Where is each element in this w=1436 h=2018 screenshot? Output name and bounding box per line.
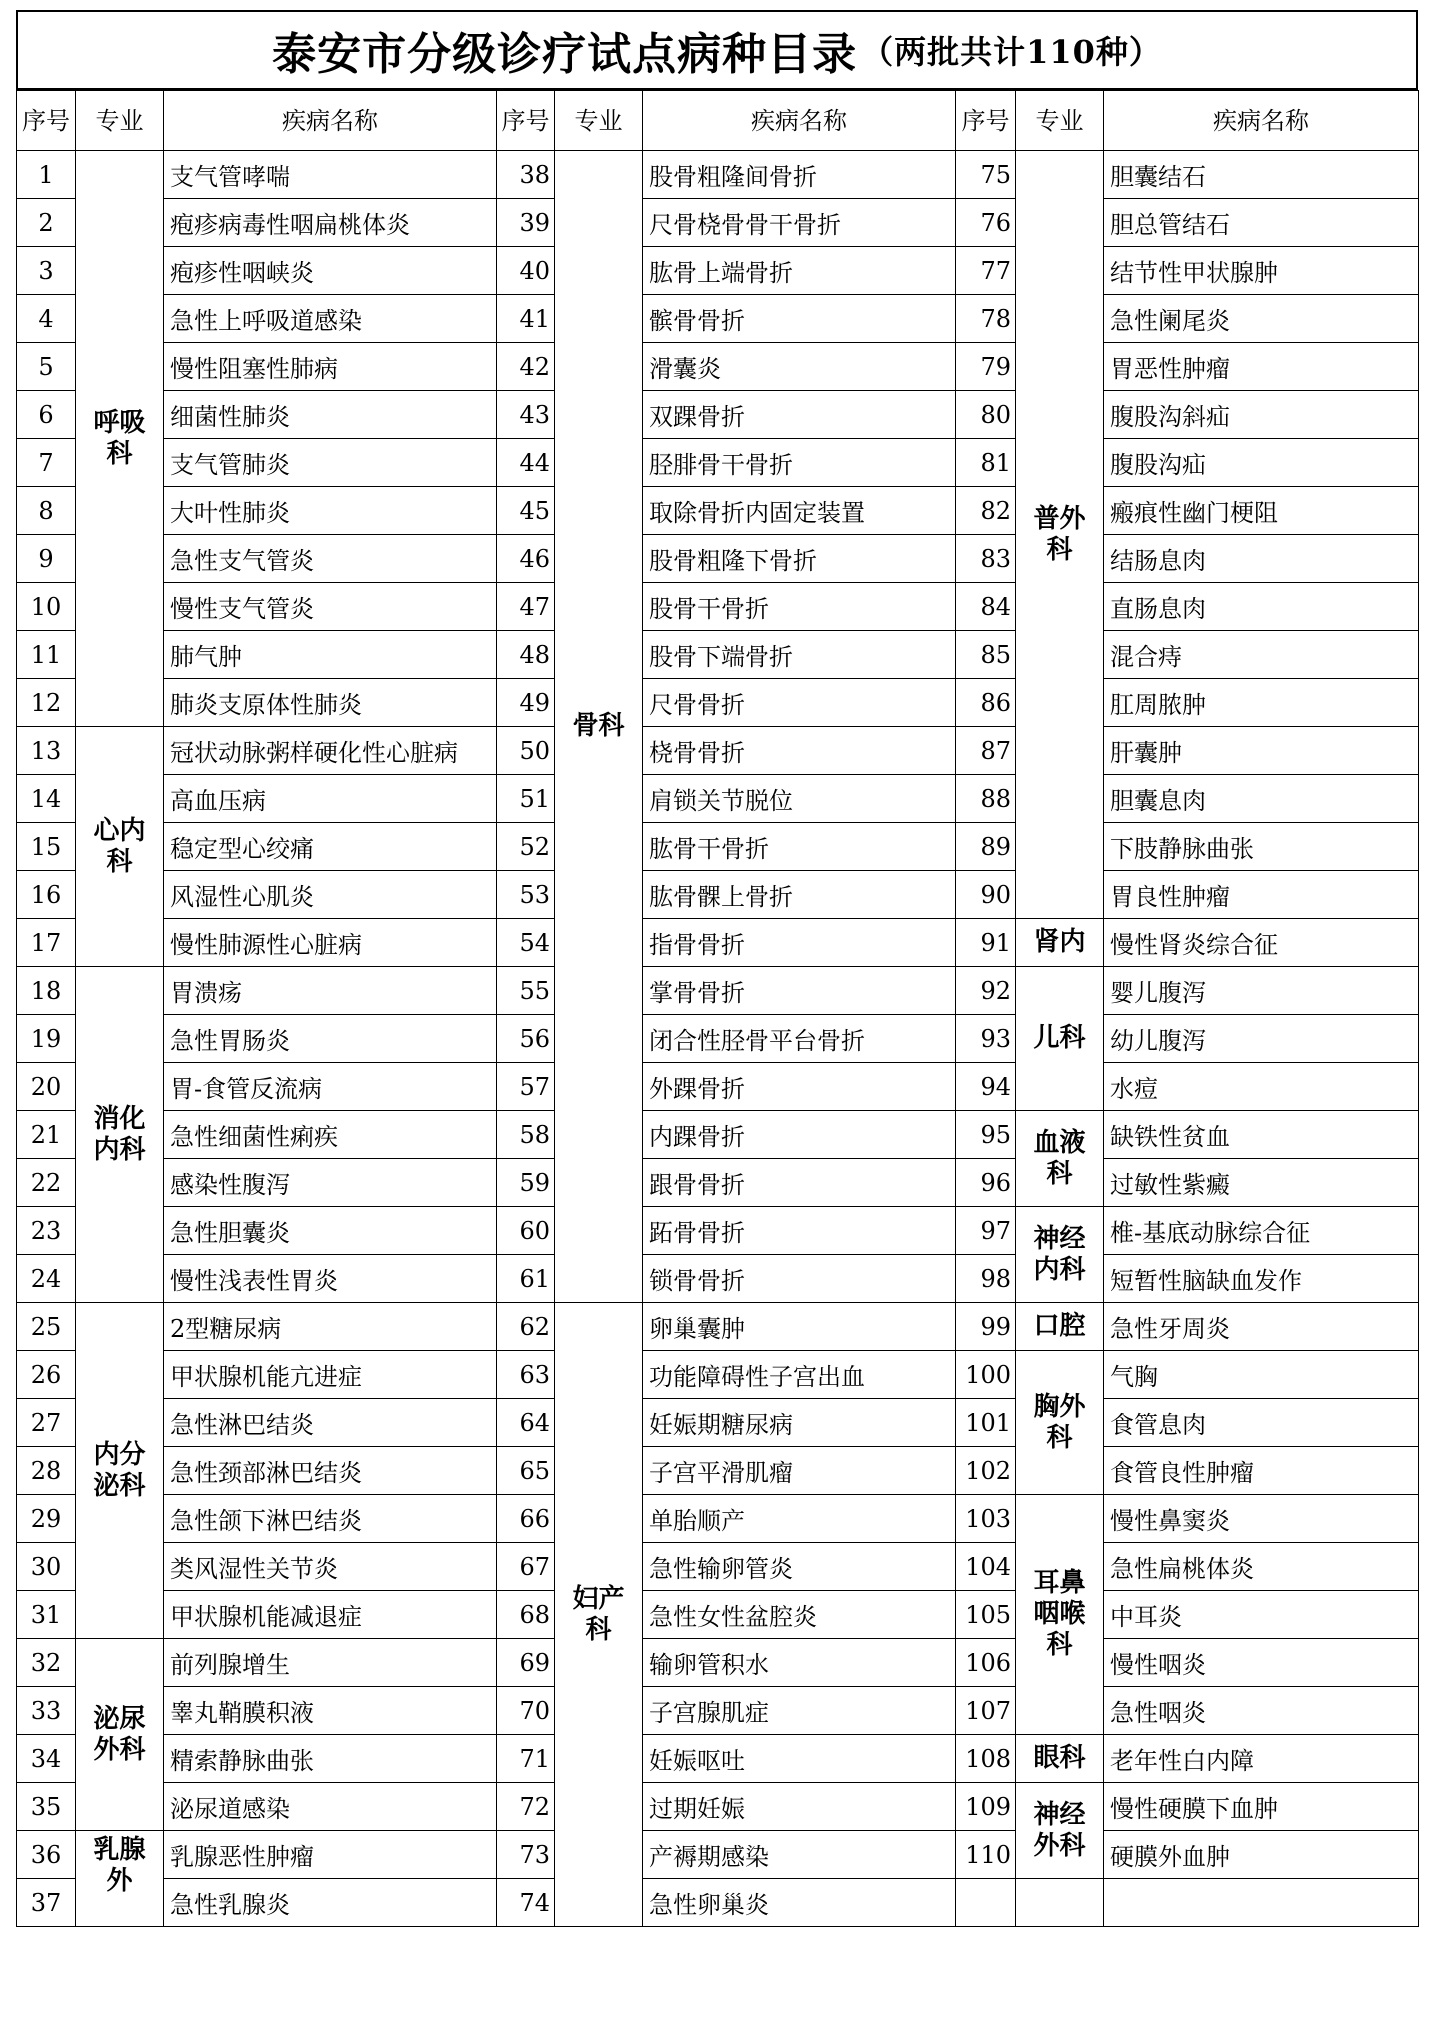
table-row bbox=[17, 295, 1419, 343]
disease-name: 髌骨骨折 bbox=[643, 295, 956, 343]
disease-name: 婴儿腹泻 bbox=[1104, 967, 1419, 1015]
disease-name: 中耳炎 bbox=[1104, 1591, 1419, 1639]
disease-name: 幼儿腹泻 bbox=[1104, 1015, 1419, 1063]
row-number: 59 bbox=[497, 1159, 555, 1207]
department-cell: 消化内科 bbox=[76, 967, 164, 1303]
disease-name: 水痘 bbox=[1104, 1063, 1419, 1111]
table-row bbox=[17, 775, 1419, 823]
header-name: 疾病名称 bbox=[643, 91, 956, 151]
department-cell: 口腔 bbox=[1016, 1303, 1104, 1351]
department-cell: 肾内 bbox=[1016, 919, 1104, 967]
row-number: 90 bbox=[956, 871, 1016, 919]
disease-name: 细菌性肺炎 bbox=[164, 391, 497, 439]
disease-name: 股骨粗隆间骨折 bbox=[643, 151, 956, 199]
disease-name: 乳腺恶性肿瘤 bbox=[164, 1831, 497, 1879]
row-number: 69 bbox=[497, 1639, 555, 1687]
row-number: 36 bbox=[17, 1831, 76, 1879]
disease-name: 结肠息肉 bbox=[1104, 535, 1419, 583]
disease-name: 风湿性心肌炎 bbox=[164, 871, 497, 919]
row-number: 102 bbox=[956, 1447, 1016, 1495]
row-number: 17 bbox=[17, 919, 76, 967]
row-number: 97 bbox=[956, 1207, 1016, 1255]
row-number: 7 bbox=[17, 439, 76, 487]
row-number: 110 bbox=[956, 1831, 1016, 1879]
row-number: 11 bbox=[17, 631, 76, 679]
row-number: 39 bbox=[497, 199, 555, 247]
disease-name: 甲状腺机能亢进症 bbox=[164, 1351, 497, 1399]
table-row bbox=[17, 919, 1419, 967]
disease-name: 过期妊娠 bbox=[643, 1783, 956, 1831]
row-number: 73 bbox=[497, 1831, 555, 1879]
row-number: 31 bbox=[17, 1591, 76, 1639]
disease-name: 精索静脉曲张 bbox=[164, 1735, 497, 1783]
disease-name: 泌尿道感染 bbox=[164, 1783, 497, 1831]
table-row bbox=[17, 1447, 1419, 1495]
disease-name: 急性输卵管炎 bbox=[643, 1543, 956, 1591]
table-row bbox=[17, 1879, 1419, 1927]
department-cell: 神经内科 bbox=[1016, 1207, 1104, 1303]
title-subtitle: （两批共计110种） bbox=[861, 33, 1162, 71]
disease-name: 取除骨折内固定装置 bbox=[643, 487, 956, 535]
disease-name: 缺铁性贫血 bbox=[1104, 1111, 1419, 1159]
disease-name: 椎-基底动脉综合征 bbox=[1104, 1207, 1419, 1255]
disease-name: 内踝骨折 bbox=[643, 1111, 956, 1159]
row-number: 60 bbox=[497, 1207, 555, 1255]
header-seq: 序号 bbox=[17, 91, 76, 151]
row-number: 45 bbox=[497, 487, 555, 535]
row-number: 52 bbox=[497, 823, 555, 871]
row-number: 82 bbox=[956, 487, 1016, 535]
department-cell: 内分泌科 bbox=[76, 1303, 164, 1639]
disease-name: 前列腺增生 bbox=[164, 1639, 497, 1687]
row-number: 93 bbox=[956, 1015, 1016, 1063]
disease-name: 外踝骨折 bbox=[643, 1063, 956, 1111]
table-row bbox=[17, 535, 1419, 583]
row-number: 26 bbox=[17, 1351, 76, 1399]
table-row bbox=[17, 583, 1419, 631]
row-number: 108 bbox=[956, 1735, 1016, 1783]
row-number: 107 bbox=[956, 1687, 1016, 1735]
department-cell: 骨科 bbox=[555, 151, 643, 1303]
disease-name: 产褥期感染 bbox=[643, 1831, 956, 1879]
row-number: 77 bbox=[956, 247, 1016, 295]
row-number: 22 bbox=[17, 1159, 76, 1207]
row-number: 47 bbox=[497, 583, 555, 631]
row-number: 6 bbox=[17, 391, 76, 439]
row-number: 19 bbox=[17, 1015, 76, 1063]
disease-name: 股骨粗隆下骨折 bbox=[643, 535, 956, 583]
row-number: 66 bbox=[497, 1495, 555, 1543]
disease-name: 股骨下端骨折 bbox=[643, 631, 956, 679]
disease-name: 胃良性肿瘤 bbox=[1104, 871, 1419, 919]
table-row bbox=[17, 1255, 1419, 1303]
table-row bbox=[17, 679, 1419, 727]
disease-name: 急性细菌性痢疾 bbox=[164, 1111, 497, 1159]
disease-name: 直肠息肉 bbox=[1104, 583, 1419, 631]
disease-name: 肱骨髁上骨折 bbox=[643, 871, 956, 919]
row-number: 99 bbox=[956, 1303, 1016, 1351]
title-main: 泰安市分级诊疗试点病种目录 bbox=[272, 29, 858, 80]
row-number: 76 bbox=[956, 199, 1016, 247]
row-number: 12 bbox=[17, 679, 76, 727]
row-number: 40 bbox=[497, 247, 555, 295]
row-number: 25 bbox=[17, 1303, 76, 1351]
disease-name: 桡骨骨折 bbox=[643, 727, 956, 775]
disease-name: 胃溃疡 bbox=[164, 967, 497, 1015]
department-cell: 普外科 bbox=[1016, 151, 1104, 919]
disease-name: 急性淋巴结炎 bbox=[164, 1399, 497, 1447]
row-number: 51 bbox=[497, 775, 555, 823]
disease-name: 妊娠期糖尿病 bbox=[643, 1399, 956, 1447]
disease-name: 胆总管结石 bbox=[1104, 199, 1419, 247]
header-seq: 序号 bbox=[956, 91, 1016, 151]
department-cell: 神经外科 bbox=[1016, 1783, 1104, 1879]
disease-name: 锁骨骨折 bbox=[643, 1255, 956, 1303]
row-number: 95 bbox=[956, 1111, 1016, 1159]
disease-name: 腹股沟疝 bbox=[1104, 439, 1419, 487]
table-row bbox=[17, 487, 1419, 535]
disease-name: 急性卵巢炎 bbox=[643, 1879, 956, 1927]
disease-name: 冠状动脉粥样硬化性心脏病 bbox=[164, 727, 497, 775]
row-number: 21 bbox=[17, 1111, 76, 1159]
row-number bbox=[956, 1879, 1016, 1927]
row-number: 54 bbox=[497, 919, 555, 967]
disease-name: 稳定型心绞痛 bbox=[164, 823, 497, 871]
department-cell: 乳腺外 bbox=[76, 1831, 164, 1927]
disease-name: 慢性阻塞性肺病 bbox=[164, 343, 497, 391]
department-cell: 妇产科 bbox=[555, 1303, 643, 1927]
disease-name: 股骨干骨折 bbox=[643, 583, 956, 631]
disease-name: 肝囊肿 bbox=[1104, 727, 1419, 775]
disease-name: 睾丸鞘膜积液 bbox=[164, 1687, 497, 1735]
table-row bbox=[17, 1063, 1419, 1111]
disease-name: 指骨骨折 bbox=[643, 919, 956, 967]
disease-name: 急性扁桃体炎 bbox=[1104, 1543, 1419, 1591]
disease-name: 掌骨骨折 bbox=[643, 967, 956, 1015]
row-number: 18 bbox=[17, 967, 76, 1015]
row-number: 33 bbox=[17, 1687, 76, 1735]
table-row bbox=[17, 1687, 1419, 1735]
row-number: 10 bbox=[17, 583, 76, 631]
disease-name: 食管息肉 bbox=[1104, 1399, 1419, 1447]
row-number: 105 bbox=[956, 1591, 1016, 1639]
department-cell: 耳鼻咽喉科 bbox=[1016, 1495, 1104, 1735]
row-number: 8 bbox=[17, 487, 76, 535]
table-row bbox=[17, 391, 1419, 439]
row-number: 61 bbox=[497, 1255, 555, 1303]
row-number: 64 bbox=[497, 1399, 555, 1447]
disease-table bbox=[16, 90, 1419, 1927]
table-row bbox=[17, 967, 1419, 1015]
row-number: 23 bbox=[17, 1207, 76, 1255]
row-number: 72 bbox=[497, 1783, 555, 1831]
row-number: 24 bbox=[17, 1255, 76, 1303]
disease-name: 硬膜外血肿 bbox=[1104, 1831, 1419, 1879]
row-number: 80 bbox=[956, 391, 1016, 439]
disease-name: 卵巢囊肿 bbox=[643, 1303, 956, 1351]
disease-name: 慢性肺源性心脏病 bbox=[164, 919, 497, 967]
row-number: 49 bbox=[497, 679, 555, 727]
row-number: 43 bbox=[497, 391, 555, 439]
disease-name: 胃恶性肿瘤 bbox=[1104, 343, 1419, 391]
row-number: 92 bbox=[956, 967, 1016, 1015]
department-cell: 胸外科 bbox=[1016, 1351, 1104, 1495]
row-number: 16 bbox=[17, 871, 76, 919]
department-cell: 呼吸科 bbox=[76, 151, 164, 727]
row-number: 96 bbox=[956, 1159, 1016, 1207]
header-dept: 专业 bbox=[1016, 91, 1104, 151]
disease-name: 感染性腹泻 bbox=[164, 1159, 497, 1207]
disease-name: 滑囊炎 bbox=[643, 343, 956, 391]
disease-name bbox=[1104, 1879, 1419, 1927]
row-number: 35 bbox=[17, 1783, 76, 1831]
table-row bbox=[17, 871, 1419, 919]
row-number: 79 bbox=[956, 343, 1016, 391]
row-number: 74 bbox=[497, 1879, 555, 1927]
disease-name: 瘢痕性幽门梗阻 bbox=[1104, 487, 1419, 535]
disease-name: 肺炎支原体性肺炎 bbox=[164, 679, 497, 727]
row-number: 85 bbox=[956, 631, 1016, 679]
row-number: 89 bbox=[956, 823, 1016, 871]
table-row bbox=[17, 1831, 1419, 1879]
row-number: 38 bbox=[497, 151, 555, 199]
header-seq: 序号 bbox=[497, 91, 555, 151]
row-number: 98 bbox=[956, 1255, 1016, 1303]
row-number: 56 bbox=[497, 1015, 555, 1063]
row-number: 94 bbox=[956, 1063, 1016, 1111]
disease-name: 食管良性肿瘤 bbox=[1104, 1447, 1419, 1495]
disease-name: 子宫平滑肌瘤 bbox=[643, 1447, 956, 1495]
row-number: 34 bbox=[17, 1735, 76, 1783]
row-number: 106 bbox=[956, 1639, 1016, 1687]
row-number: 5 bbox=[17, 343, 76, 391]
disease-name: 尺骨桡骨骨干骨折 bbox=[643, 199, 956, 247]
disease-name: 大叶性肺炎 bbox=[164, 487, 497, 535]
disease-name: 短暂性脑缺血发作 bbox=[1104, 1255, 1419, 1303]
disease-name: 过敏性紫癜 bbox=[1104, 1159, 1419, 1207]
disease-name: 疱疹病毒性咽扁桃体炎 bbox=[164, 199, 497, 247]
row-number: 15 bbox=[17, 823, 76, 871]
row-number: 42 bbox=[497, 343, 555, 391]
disease-name: 慢性浅表性胃炎 bbox=[164, 1255, 497, 1303]
disease-name: 急性颈部淋巴结炎 bbox=[164, 1447, 497, 1495]
row-number: 55 bbox=[497, 967, 555, 1015]
table-row bbox=[17, 1735, 1419, 1783]
row-number: 87 bbox=[956, 727, 1016, 775]
disease-name: 腹股沟斜疝 bbox=[1104, 391, 1419, 439]
disease-name: 急性乳腺炎 bbox=[164, 1879, 497, 1927]
disease-name: 支气管肺炎 bbox=[164, 439, 497, 487]
disease-name: 急性女性盆腔炎 bbox=[643, 1591, 956, 1639]
disease-name: 2型糖尿病 bbox=[164, 1303, 497, 1351]
row-number: 83 bbox=[956, 535, 1016, 583]
row-number: 20 bbox=[17, 1063, 76, 1111]
header-dept: 专业 bbox=[76, 91, 164, 151]
table-row bbox=[17, 1111, 1419, 1159]
row-number: 32 bbox=[17, 1639, 76, 1687]
disease-name: 肱骨上端骨折 bbox=[643, 247, 956, 295]
row-number: 50 bbox=[497, 727, 555, 775]
disease-name: 闭合性胫骨平台骨折 bbox=[643, 1015, 956, 1063]
disease-name: 支气管哮喘 bbox=[164, 151, 497, 199]
disease-name: 慢性支气管炎 bbox=[164, 583, 497, 631]
table-row bbox=[17, 151, 1419, 199]
department-cell: 心内科 bbox=[76, 727, 164, 967]
header-name: 疾病名称 bbox=[164, 91, 497, 151]
table-row bbox=[17, 247, 1419, 295]
table-row bbox=[17, 1639, 1419, 1687]
row-number: 29 bbox=[17, 1495, 76, 1543]
disease-name: 肛周脓肿 bbox=[1104, 679, 1419, 727]
row-number: 65 bbox=[497, 1447, 555, 1495]
disease-name: 急性阑尾炎 bbox=[1104, 295, 1419, 343]
row-number: 48 bbox=[497, 631, 555, 679]
disease-name: 尺骨骨折 bbox=[643, 679, 956, 727]
row-number: 91 bbox=[956, 919, 1016, 967]
row-number: 2 bbox=[17, 199, 76, 247]
disease-name: 急性上呼吸道感染 bbox=[164, 295, 497, 343]
disease-name: 输卵管积水 bbox=[643, 1639, 956, 1687]
disease-name: 类风湿性关节炎 bbox=[164, 1543, 497, 1591]
row-number: 104 bbox=[956, 1543, 1016, 1591]
row-number: 101 bbox=[956, 1399, 1016, 1447]
disease-name: 混合痔 bbox=[1104, 631, 1419, 679]
disease-name: 高血压病 bbox=[164, 775, 497, 823]
disease-name: 慢性硬膜下血肿 bbox=[1104, 1783, 1419, 1831]
department-cell: 泌尿外科 bbox=[76, 1639, 164, 1831]
row-number: 1 bbox=[17, 151, 76, 199]
row-number: 81 bbox=[956, 439, 1016, 487]
row-number: 109 bbox=[956, 1783, 1016, 1831]
table-row bbox=[17, 1783, 1419, 1831]
disease-name: 功能障碍性子宫出血 bbox=[643, 1351, 956, 1399]
table-row bbox=[17, 727, 1419, 775]
header-dept: 专业 bbox=[555, 91, 643, 151]
row-number: 70 bbox=[497, 1687, 555, 1735]
disease-name: 下肢静脉曲张 bbox=[1104, 823, 1419, 871]
row-number: 100 bbox=[956, 1351, 1016, 1399]
disease-name: 胆囊结石 bbox=[1104, 151, 1419, 199]
disease-name: 老年性白内障 bbox=[1104, 1735, 1419, 1783]
table-row bbox=[17, 1495, 1419, 1543]
disease-name: 肺气肿 bbox=[164, 631, 497, 679]
disease-name: 急性咽炎 bbox=[1104, 1687, 1419, 1735]
disease-name: 慢性肾炎综合征 bbox=[1104, 919, 1419, 967]
catalog-sheet bbox=[16, 10, 1420, 2006]
disease-name: 胆囊息肉 bbox=[1104, 775, 1419, 823]
department-cell: 眼科 bbox=[1016, 1735, 1104, 1783]
table-row bbox=[17, 1207, 1419, 1255]
disease-name: 急性支气管炎 bbox=[164, 535, 497, 583]
table-row bbox=[17, 1543, 1419, 1591]
row-number: 58 bbox=[497, 1111, 555, 1159]
row-number: 4 bbox=[17, 295, 76, 343]
disease-name: 跖骨骨折 bbox=[643, 1207, 956, 1255]
table-row bbox=[17, 1591, 1419, 1639]
table-body bbox=[17, 151, 1419, 1927]
row-number: 13 bbox=[17, 727, 76, 775]
department-cell bbox=[1016, 1879, 1104, 1927]
table-row bbox=[17, 199, 1419, 247]
table-row bbox=[17, 1303, 1419, 1351]
disease-name: 双踝骨折 bbox=[643, 391, 956, 439]
disease-name: 慢性鼻窦炎 bbox=[1104, 1495, 1419, 1543]
disease-name: 慢性咽炎 bbox=[1104, 1639, 1419, 1687]
row-number: 14 bbox=[17, 775, 76, 823]
row-number: 67 bbox=[497, 1543, 555, 1591]
disease-name: 单胎顺产 bbox=[643, 1495, 956, 1543]
table-row bbox=[17, 631, 1419, 679]
table-row bbox=[17, 439, 1419, 487]
row-number: 37 bbox=[17, 1879, 76, 1927]
row-number: 78 bbox=[956, 295, 1016, 343]
disease-name: 胃-食管反流病 bbox=[164, 1063, 497, 1111]
disease-name: 肩锁关节脱位 bbox=[643, 775, 956, 823]
row-number: 46 bbox=[497, 535, 555, 583]
disease-name: 气胸 bbox=[1104, 1351, 1419, 1399]
department-cell: 血液科 bbox=[1016, 1111, 1104, 1207]
row-number: 63 bbox=[497, 1351, 555, 1399]
header-name: 疾病名称 bbox=[1104, 91, 1419, 151]
row-number: 62 bbox=[497, 1303, 555, 1351]
table-row bbox=[17, 1159, 1419, 1207]
row-number: 3 bbox=[17, 247, 76, 295]
page-title bbox=[16, 10, 1418, 90]
header-row bbox=[17, 91, 1419, 151]
row-number: 9 bbox=[17, 535, 76, 583]
row-number: 68 bbox=[497, 1591, 555, 1639]
department-cell: 儿科 bbox=[1016, 967, 1104, 1111]
row-number: 30 bbox=[17, 1543, 76, 1591]
row-number: 27 bbox=[17, 1399, 76, 1447]
table-row bbox=[17, 1351, 1419, 1399]
row-number: 86 bbox=[956, 679, 1016, 727]
disease-name: 胫腓骨干骨折 bbox=[643, 439, 956, 487]
row-number: 28 bbox=[17, 1447, 76, 1495]
disease-name: 结节性甲状腺肿 bbox=[1104, 247, 1419, 295]
disease-name: 急性颌下淋巴结炎 bbox=[164, 1495, 497, 1543]
disease-name: 妊娠呕吐 bbox=[643, 1735, 956, 1783]
row-number: 103 bbox=[956, 1495, 1016, 1543]
disease-name: 急性牙周炎 bbox=[1104, 1303, 1419, 1351]
row-number: 53 bbox=[497, 871, 555, 919]
disease-name: 甲状腺机能减退症 bbox=[164, 1591, 497, 1639]
disease-name: 子宫腺肌症 bbox=[643, 1687, 956, 1735]
row-number: 75 bbox=[956, 151, 1016, 199]
table-row bbox=[17, 1399, 1419, 1447]
disease-name: 疱疹性咽峡炎 bbox=[164, 247, 497, 295]
row-number: 41 bbox=[497, 295, 555, 343]
table-row bbox=[17, 343, 1419, 391]
row-number: 88 bbox=[956, 775, 1016, 823]
disease-name: 肱骨干骨折 bbox=[643, 823, 956, 871]
disease-name: 急性胃肠炎 bbox=[164, 1015, 497, 1063]
row-number: 84 bbox=[956, 583, 1016, 631]
disease-name: 跟骨骨折 bbox=[643, 1159, 956, 1207]
row-number: 44 bbox=[497, 439, 555, 487]
table-row bbox=[17, 823, 1419, 871]
row-number: 57 bbox=[497, 1063, 555, 1111]
row-number: 71 bbox=[497, 1735, 555, 1783]
table-row bbox=[17, 1015, 1419, 1063]
disease-name: 急性胆囊炎 bbox=[164, 1207, 497, 1255]
